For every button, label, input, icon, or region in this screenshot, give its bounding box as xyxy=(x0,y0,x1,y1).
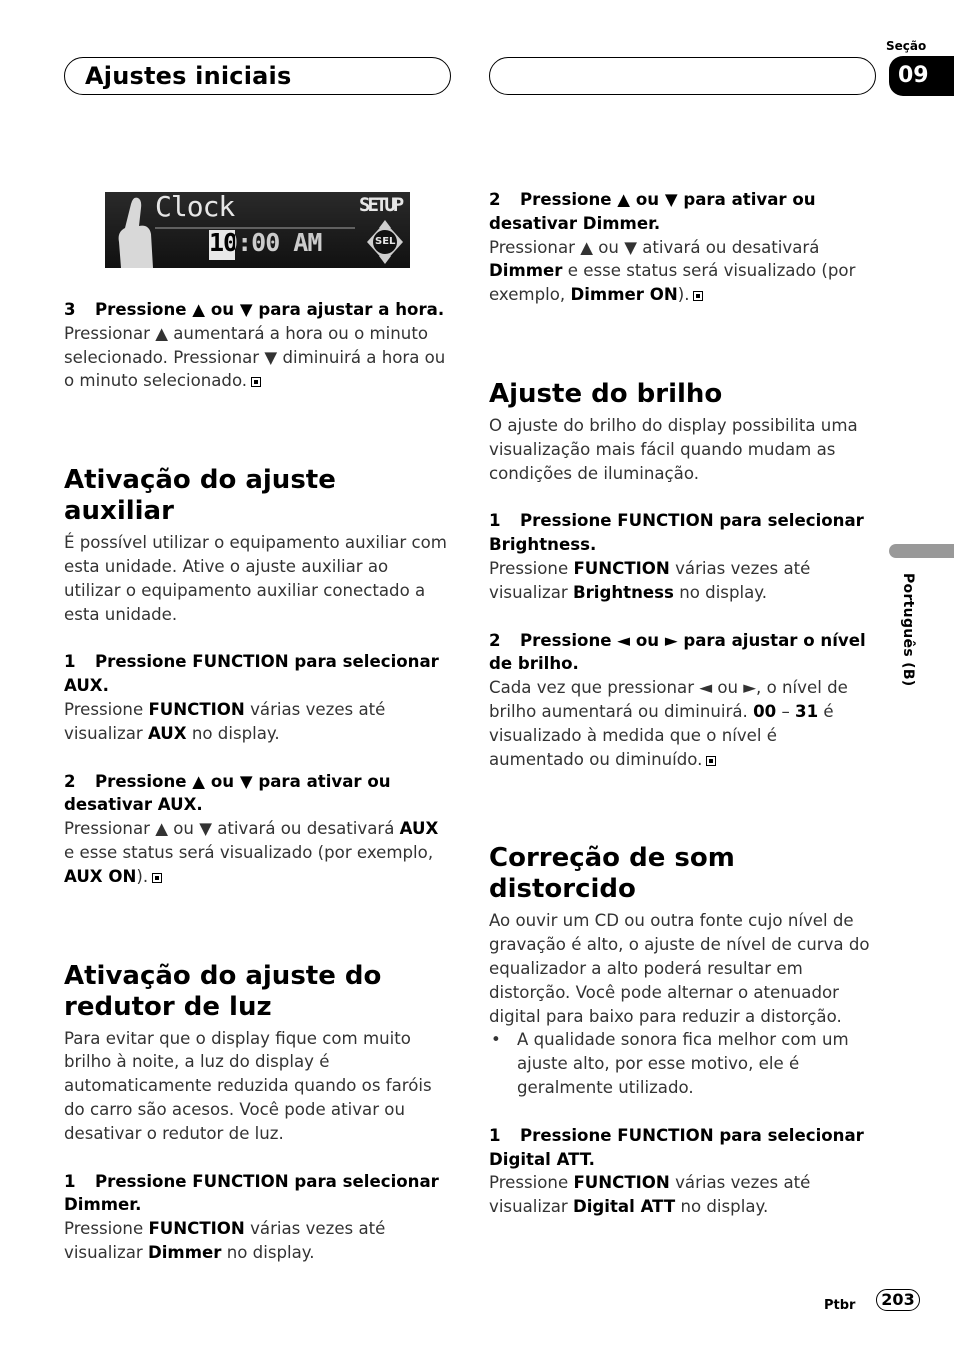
aux-heading: Ativação do ajuste auxiliar xyxy=(64,465,336,527)
step-3-body: Pressionar ▲ aumentará a hora ou o minuto selecionado. Pressionar ▼ diminuirá a hora ou o minuto selecionado. xyxy=(64,323,446,391)
page-number: 203 xyxy=(876,1289,920,1311)
end-mark-icon xyxy=(152,873,162,883)
language-label: Português (B) xyxy=(900,573,916,687)
pointing-hand-icon xyxy=(119,198,153,268)
step-3-title: 3 Pressione ▲ ou ▼ para ajustar a hora. xyxy=(64,300,445,319)
display-clock-text: Clock xyxy=(155,192,235,223)
aux-step-1-body: Pressione FUNCTION várias vezes até visualizar AUX no display. xyxy=(64,699,386,743)
distortion-step-1-body: Pressione FUNCTION várias vezes até visualizar Digital ATT no display. xyxy=(489,1173,811,1217)
end-mark-icon xyxy=(693,291,703,301)
bullet-dot-icon: • xyxy=(491,1030,501,1050)
aux-step-2-body: Pressionar ▲ ou ▼ ativará ou desativará AUX e esse status será visualizado (por exemplo, AUX ON). xyxy=(64,819,439,886)
brightness-intro: O ajuste do brilho do display possibilita uma visualização mais fácil quando mudam as condições de iluminação. xyxy=(489,415,858,483)
brightness-step-1-body: Pressione FUNCTION várias vezes até visualizar Brightness no display. xyxy=(489,558,811,602)
distortion-bullet: • A qualidade sonora fica melhor com um ajuste alto, por esse motivo, ele é geralmente utilizado. xyxy=(489,1028,875,1099)
aux-step-1-title: 1 Pressione FUNCTION para selecionar AUX. xyxy=(64,652,439,696)
dimmer-intro: Para evitar que o display fique com muito brilho à noite, a luz do display é automaticamente reduzida quando os faróis do carro são acesos. Você pode ativar ou desativar o redutor de luz. xyxy=(64,1028,432,1143)
section-number-tab: 09 xyxy=(889,56,954,96)
left-column xyxy=(64,298,450,1265)
right-column xyxy=(489,188,875,1219)
aux-intro: É possível utilizar o equipamento auxiliar com esta unidade. Ative o ajuste auxiliar ao utilizar o equipamento auxiliar conectado a esta unidade. xyxy=(64,533,447,624)
header-empty-pill xyxy=(489,57,876,95)
dimmer-step-1-body: Pressione FUNCTION várias vezes até visualizar Dimmer no display. xyxy=(64,1219,386,1262)
section-label: Seção xyxy=(886,39,927,53)
distortion-step-1-title: 1 Pressione FUNCTION para selecionar Digital ATT. xyxy=(489,1125,864,1169)
display-setup-text: SETUP xyxy=(359,194,402,216)
distortion-intro: Ao ouvir um CD ou outra fonte cujo nível de gravação é alto, o ajuste de nível de curva do equalizador a alto poderá resultar em distorção. Você pode alternar o atenuador digital para baixo para reduzir a distorção. xyxy=(489,911,870,1026)
end-mark-icon xyxy=(251,377,261,387)
language-tab-bar xyxy=(889,544,954,558)
dimmer-step-2-body: Pressionar ▲ ou ▼ ativará ou desativará Dimmer e esse status será visualizado (por exemplo, Dimmer ON). xyxy=(489,237,856,305)
end-mark-icon xyxy=(706,756,716,766)
aux-step-2-title: 2 Pressione ▲ ou ▼ para ativar ou desativar AUX. xyxy=(64,771,391,815)
brightness-step-1-title: 1 Pressione FUNCTION para selecionar Brightness. xyxy=(489,511,864,555)
dimmer-step-2-title: 2 Pressione ▲ ou ▼ para ativar ou desativar Dimmer. xyxy=(489,190,816,233)
display-time-text: 10:00 AM xyxy=(209,228,322,257)
display-illustration xyxy=(105,192,410,268)
brightness-heading: Ajuste do brilho xyxy=(489,378,723,409)
page-title: Ajustes iniciais xyxy=(85,62,292,90)
header-title-pill xyxy=(64,57,451,95)
brightness-step-2-title: 2 Pressione ◄ ou ► para ajustar o nível de brilho. xyxy=(489,630,866,674)
footer-lang-code: Ptbr xyxy=(824,1298,856,1313)
distortion-heading: Correção de som distorcido xyxy=(489,843,735,905)
brightness-step-2-body: Cada vez que pressionar ◄ ou ►, o nível de brilho aumentará ou diminuirá. 00 – 31 é visualizado à medida que o nível é aumentado ou diminuído. xyxy=(489,678,848,769)
dimmer-heading: Ativação do ajuste do redutor de luz xyxy=(64,960,382,1022)
display-sel-text: SEL xyxy=(375,236,396,247)
dimmer-step-1-title: 1 Pressione FUNCTION para selecionar Dimmer. xyxy=(64,1171,439,1215)
